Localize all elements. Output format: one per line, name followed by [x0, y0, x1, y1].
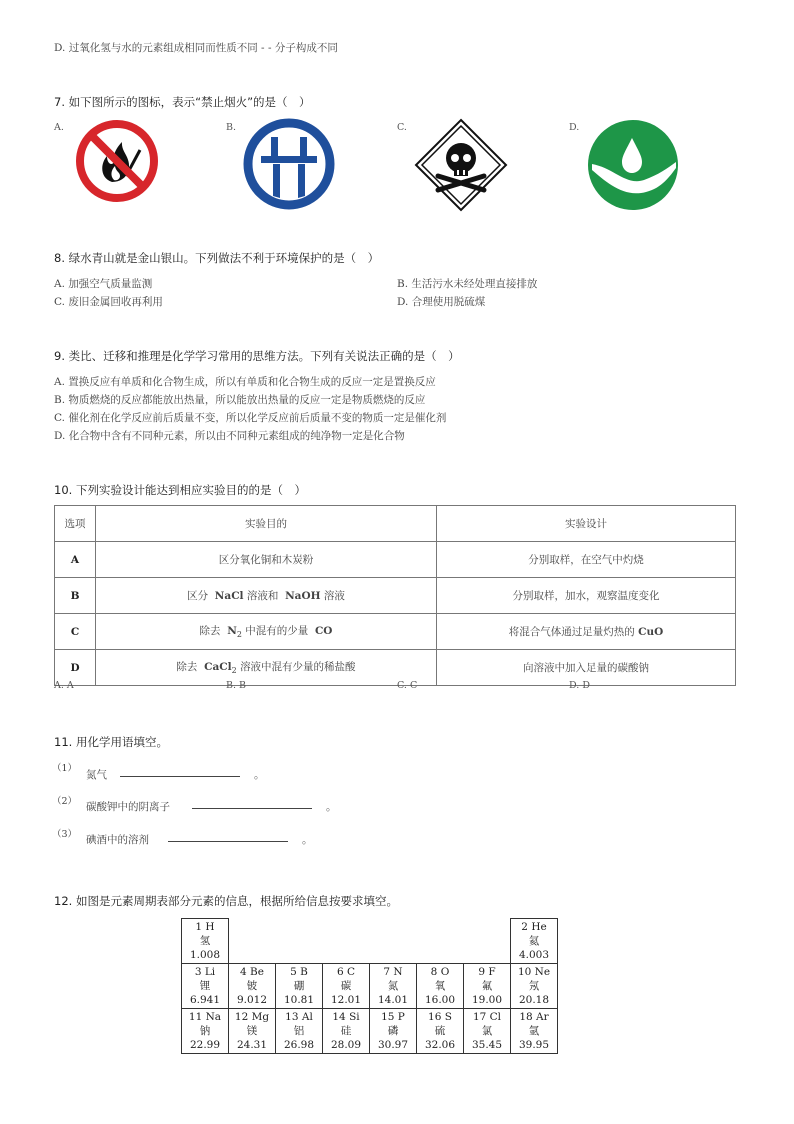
element-cell: 15 P 磷 30.97 — [370, 1009, 417, 1054]
header-design: 实验设计 — [437, 506, 736, 542]
q9-option-b: B. 物质燃烧的反应都能放出热量，所以能放出热量的反应一定是物质燃烧的反应 — [54, 394, 426, 406]
q8-title: 8. 绿水青山就是金山银山。下列做法不利于环境保护的是（ ） — [54, 251, 380, 265]
q7-label-a: A. — [54, 122, 64, 133]
q12-title: 12. 如图是元素周期表部分元素的信息，根据所给信息按要求填空。 — [54, 894, 398, 908]
element-cell: 3 Li 锂 6.941 — [182, 964, 229, 1009]
element-cell: 16 S 硫 32.06 — [417, 1009, 464, 1054]
row-design: 分别取样，加水，观察温度变化 — [437, 578, 736, 614]
q7-label-b: B. — [226, 122, 237, 133]
table-row — [55, 578, 736, 614]
element-cell-he: 2 He 氦 4.003 — [511, 919, 558, 964]
q10-answer-c: C. C — [397, 680, 418, 691]
q8-option-b: B. 生活污水未经处理直接排放 — [397, 278, 538, 290]
table-row — [55, 614, 736, 650]
element-cell: 7 N 氮 14.01 — [370, 964, 417, 1009]
q10-answer-a: A. A — [54, 680, 74, 691]
element-cell: 4 Be 铍 9.012 — [229, 964, 276, 1009]
q10-table — [54, 505, 736, 686]
no-fire-icon — [74, 118, 160, 204]
period-2-row — [182, 964, 558, 1009]
element-cell: 6 C 碳 12.01 — [323, 964, 370, 1009]
q11-blank-3[interactable] — [168, 831, 288, 842]
row-design: 向溶液中加入足量的碳酸钠 — [437, 650, 736, 686]
q10-answer-b: B. B — [226, 680, 247, 691]
element-cell: 13 Al 铝 26.98 — [276, 1009, 323, 1054]
row-goal: 除去 CaCl$_2$ 溶液中混有少量的稀盐酸 — [96, 650, 437, 686]
row-goal: 区分氧化铜和木炭粉 — [96, 542, 437, 578]
q10-answer-d: D. D — [569, 680, 590, 691]
element-cell: 9 F 氟 19.00 — [464, 964, 511, 1009]
q11-title: 11. 用化学用语填空。 — [54, 735, 168, 749]
element-cell: 18 Ar 氩 39.95 — [511, 1009, 558, 1054]
water-saving-icon — [586, 118, 680, 212]
element-cell: 8 O 氧 16.00 — [417, 964, 464, 1009]
q11-num-1: （1） — [52, 763, 78, 774]
table-row — [55, 542, 736, 578]
periodic-table — [181, 918, 558, 1054]
header-option: 选项 — [55, 506, 96, 542]
element-cell-h: 1 H 氢 1.008 — [182, 919, 229, 964]
q11-blank-2[interactable] — [192, 798, 312, 809]
q11-end-2: 。 — [326, 801, 337, 813]
q8-option-d: D. 合理使用脱硫煤 — [397, 296, 486, 308]
q8-option-c: C. 废旧金属回收再利用 — [54, 296, 163, 308]
q11-text-1: 氮气 — [86, 769, 107, 781]
q7-title: 7. 如下图所示的图标，表示“禁止烟火”的是（ ） — [54, 95, 311, 109]
row-key: C — [55, 614, 96, 650]
table-header-row — [55, 506, 736, 542]
toxic-skull-icon — [414, 118, 508, 212]
period-1-row — [182, 919, 558, 964]
row-design: 将混合气体通过足量灼热的 CuO — [437, 614, 736, 650]
q9-option-d: D. 化合物中含有不同种元素，所以由不同种元素组成的纯净物一定是化合物 — [54, 430, 405, 442]
row-key: B — [55, 578, 96, 614]
q9-title: 9. 类比、迁移和推理是化学学习常用的思维方法。下列有关说法正确的是（ ） — [54, 349, 460, 363]
row-design: 分别取样，在空气中灼烧 — [437, 542, 736, 578]
q11-text-3: 碘酒中的溶剂 — [86, 834, 149, 846]
q11-num-3: （3） — [52, 829, 78, 840]
q6-option-d: D. 过氧化氢与水的元素组成相同而性质不同 - - 分子构成不同 — [54, 42, 338, 54]
element-cell: 12 Mg 镁 24.31 — [229, 1009, 276, 1054]
period-3-row — [182, 1009, 558, 1054]
element-cell: 5 B 硼 10.81 — [276, 964, 323, 1009]
element-cell: 14 Si 硅 28.09 — [323, 1009, 370, 1054]
element-cell: 17 Cl 氯 35.45 — [464, 1009, 511, 1054]
table-row — [55, 650, 736, 686]
q7-label-d: D. — [569, 122, 580, 133]
q11-num-2: （2） — [52, 796, 78, 807]
row-goal: 区分 NaCl 溶液和 NaOH 溶液 — [96, 578, 437, 614]
q9-option-c: C. 催化剂在化学反应前后质量不变，所以化学反应前后质量不变的物质一定是催化剂 — [54, 412, 447, 424]
q11-end-3: 。 — [302, 834, 313, 846]
q7-label-c: C. — [397, 122, 407, 133]
q11-text-2: 碳酸钾中的阴离子 — [86, 801, 170, 813]
element-cell: 11 Na 钠 22.99 — [182, 1009, 229, 1054]
row-goal: 除去 $N_2$ 中混有的少量 CO — [96, 614, 437, 650]
header-goal: 实验目的 — [96, 506, 437, 542]
element-cell: 10 Ne 氖 20.18 — [511, 964, 558, 1009]
q10-title: 10. 下列实验设计能达到相应实验目的的是（ ） — [54, 483, 306, 497]
recycle-logo-icon — [243, 118, 335, 210]
row-key: D — [55, 650, 96, 686]
q11-end-1: 。 — [254, 769, 265, 781]
row-key: A — [55, 542, 96, 578]
q8-option-a: A. 加强空气质量监测 — [54, 278, 153, 290]
q9-option-a: A. 置换反应有单质和化合物生成，所以有单质和化合物生成的反应一定是置换反应 — [54, 376, 436, 388]
q11-blank-1[interactable] — [120, 766, 240, 777]
